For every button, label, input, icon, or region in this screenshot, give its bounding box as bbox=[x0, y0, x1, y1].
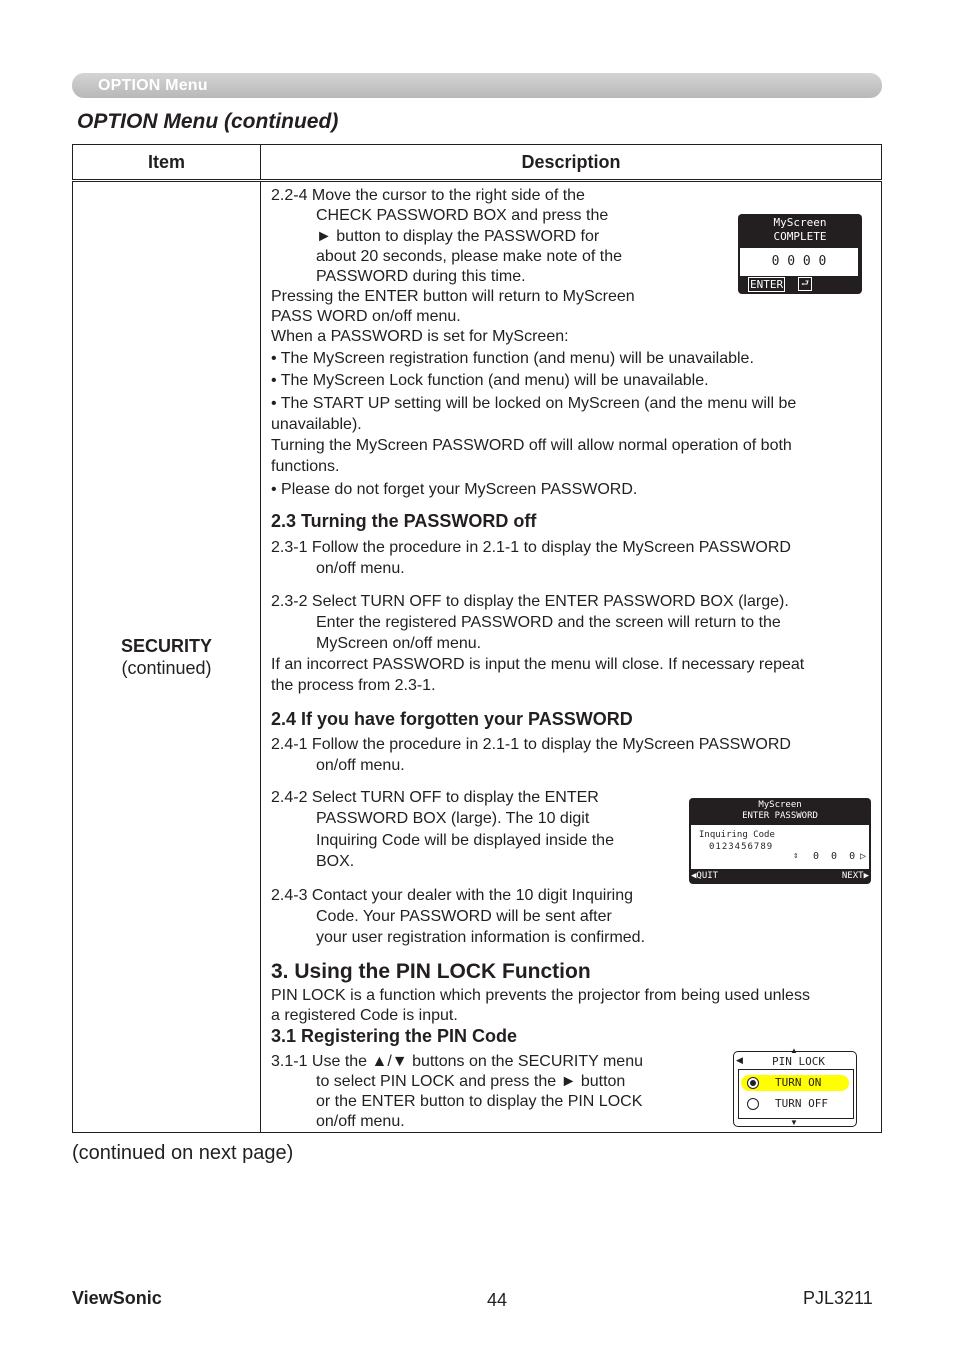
step-2-3-2-line3: MyScreen on/off menu. bbox=[316, 635, 482, 652]
step-2-2-4-line4: about 20 seconds, please make note of the bbox=[316, 248, 622, 265]
step-2-4-2-line2: PASSWORD BOX (large). The 10 digit bbox=[316, 810, 590, 827]
header-bar bbox=[72, 73, 882, 98]
osd3-option-turn-off bbox=[741, 1096, 849, 1112]
left-triangle-icon: ◀ bbox=[691, 871, 697, 881]
bullet-startup-line1: • The START UP setting will be locked on MyScreen (and the menu will be bbox=[271, 395, 797, 412]
step-2-4-2-line4: BOX. bbox=[316, 853, 355, 870]
step-2-3-1-line2: on/off menu. bbox=[316, 560, 405, 577]
enter-note-line1: Pressing the ENTER button will return to MyScreen bbox=[271, 288, 635, 305]
osd3-turn-off-label: TURN OFF bbox=[775, 1097, 828, 1110]
osd2-title1: MyScreen bbox=[758, 800, 802, 810]
item-name: SECURITY bbox=[120, 636, 212, 656]
step-2-2-4-line3: ► button to display the PASSWORD for bbox=[316, 228, 600, 245]
osd2-digits: 0 0 0 bbox=[813, 851, 856, 862]
bullet-lock: • The MyScreen Lock function (and menu) will be unavailable. bbox=[271, 372, 709, 389]
osd2-inquiring-code: 0123456789 bbox=[709, 842, 774, 852]
down-triangle-icon: ▼ bbox=[790, 1118, 798, 1127]
footer-page-number: 44 bbox=[487, 1290, 508, 1310]
radio-unselected-icon bbox=[747, 1098, 759, 1110]
right-arrow-icon: ▷ bbox=[860, 851, 867, 862]
step-2-4-1-line1: 2.4-1 Follow the procedure in 2.1-1 to display the MyScreen PASSWORD bbox=[271, 736, 791, 753]
bullet-startup-line2: unavailable). bbox=[271, 416, 362, 433]
osd3-option-turn-on bbox=[741, 1075, 849, 1091]
step-3-1-1-line3: or the ENTER button to display the PIN LOCK bbox=[316, 1093, 643, 1110]
column-header-description: Description bbox=[261, 145, 882, 181]
heading-3-1: 3.1 Registering the PIN Code bbox=[271, 1026, 518, 1046]
osd2-quit-label: QUIT bbox=[696, 871, 719, 881]
enter-note-line2: PASS WORD on/off menu. bbox=[271, 308, 461, 325]
osd-enter-password bbox=[689, 798, 871, 884]
pin-intro-line2: a registered Code is input. bbox=[271, 1007, 458, 1024]
step-2-2-4-line2: CHECK PASSWORD BOX and press the bbox=[316, 207, 609, 224]
section-title: OPTION Menu (continued) bbox=[77, 110, 339, 133]
osd-myscreen-complete bbox=[738, 214, 862, 294]
step-2-4-3-line1: 2.4-3 Contact your dealer with the 10 digit Inquiring bbox=[271, 887, 633, 904]
heading-2-4: 2.4 If you have forgotten your PASSWORD bbox=[271, 709, 633, 729]
step-2-2-4-line1: 2.2-4 Move the cursor to the right side of the bbox=[271, 187, 585, 204]
osd2-next bbox=[842, 870, 869, 882]
footer-model: PJL3211 bbox=[803, 1288, 873, 1308]
step-3-1-1-line1: 3.1-1 Use the ▲/▼ buttons on the SECURITY menu bbox=[271, 1053, 643, 1070]
pin-intro-line1: PIN LOCK is a function which prevents the projector from being used unless bbox=[271, 987, 810, 1004]
osd1-title1: MyScreen bbox=[773, 216, 827, 229]
left-triangle-icon: ◀ bbox=[736, 1055, 743, 1065]
description-cell bbox=[261, 181, 882, 1133]
incorrect-line1: If an incorrect PASSWORD is input the menu will close. If necessary repeat bbox=[271, 656, 805, 673]
enter-key-icon: ⮐ bbox=[798, 277, 812, 291]
osd2-title2: ENTER PASSWORD bbox=[742, 811, 818, 821]
continued-note: (continued on next page) bbox=[72, 1142, 294, 1164]
osd2-quit bbox=[691, 870, 718, 882]
step-2-3-2-line2: Enter the registered PASSWORD and the screen will return to the bbox=[316, 614, 781, 631]
step-2-4-3-line2: Code. Your PASSWORD will be sent after bbox=[316, 908, 612, 925]
osd-pin-lock bbox=[733, 1046, 857, 1127]
step-2-3-1-line1: 2.3-1 Follow the procedure in 2.1-1 to display the MyScreen PASSWORD bbox=[271, 539, 791, 556]
step-2-4-3-line3: your user registration information is confirmed. bbox=[316, 929, 646, 946]
item-sub: (continued) bbox=[121, 658, 212, 678]
bullet-registration: • The MyScreen registration function (and menu) will be unavailable. bbox=[271, 350, 754, 367]
step-3-1-1-line2: to select PIN LOCK and press the ► button bbox=[316, 1073, 626, 1090]
step-2-4-1-line2: on/off menu. bbox=[316, 757, 405, 774]
incorrect-line2: the process from 2.3-1. bbox=[271, 677, 436, 694]
radio-selected-icon bbox=[747, 1077, 759, 1089]
footer-brand: ViewSonic bbox=[72, 1288, 162, 1308]
step-2-4-2-line1: 2.4-2 Select TURN OFF to display the ENTER bbox=[271, 789, 599, 806]
column-header-item: Item bbox=[73, 145, 261, 181]
osd1-title2: COMPLETE bbox=[773, 230, 827, 243]
right-triangle-icon: ▶ bbox=[863, 871, 869, 881]
bullet-forget: • Please do not forget your MyScreen PASSWORD. bbox=[271, 481, 638, 498]
osd1-enter-label: ENTER bbox=[750, 278, 784, 291]
step-2-2-4-line5: PASSWORD during this time. bbox=[316, 268, 526, 285]
osd2-inquiring-label: Inquiring Code bbox=[699, 830, 775, 840]
step-2-3-2-line1: 2.3-2 Select TURN OFF to display the ENTER PASSWORD BOX (large). bbox=[271, 593, 789, 610]
osd2-body bbox=[690, 824, 870, 870]
option-table bbox=[72, 144, 882, 1133]
when-set-line: When a PASSWORD is set for MyScreen: bbox=[271, 328, 569, 345]
step-2-4-2-line3: Inquiring Code will be displayed inside the bbox=[316, 832, 614, 849]
heading-3: 3. Using the PIN LOCK Function bbox=[271, 960, 591, 983]
osd3-title: PIN LOCK bbox=[772, 1055, 825, 1068]
item-cell bbox=[73, 181, 261, 1133]
up-down-arrow-icon: ⇕ bbox=[793, 851, 799, 861]
header-bar-label: OPTION Menu bbox=[98, 77, 208, 94]
osd2-next-label: NEXT bbox=[841, 871, 864, 881]
osd3-turn-on-label: TURN ON bbox=[775, 1076, 822, 1089]
step-3-1-1-line4: on/off menu. bbox=[316, 1113, 405, 1130]
turn-off-line2: functions. bbox=[271, 458, 340, 475]
heading-2-3: 2.3 Turning the PASSWORD off bbox=[271, 511, 537, 531]
osd1-digits: 0 0 0 0 bbox=[739, 247, 859, 277]
osd3-options bbox=[738, 1069, 854, 1119]
up-triangle-icon: ▲ bbox=[790, 1046, 798, 1055]
turn-off-line1: Turning the MyScreen PASSWORD off will allow normal operation of both bbox=[271, 437, 792, 454]
